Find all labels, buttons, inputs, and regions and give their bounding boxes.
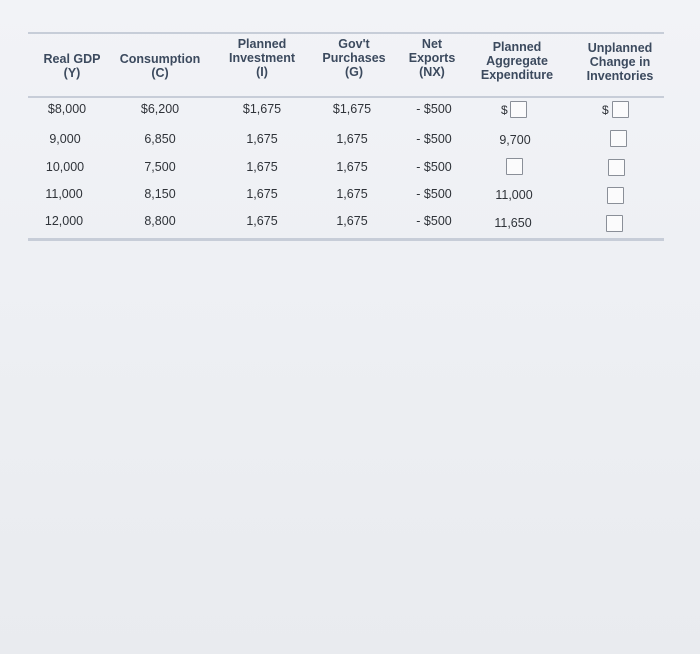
cell-gdp: $8,000 (47, 102, 87, 116)
header-net-exports (409, 37, 456, 79)
cell-investment: 1,675 (246, 132, 278, 146)
cell-gov: 1,675 (336, 160, 368, 174)
header-line: Inventories (586, 69, 654, 83)
answer-input-inventory-row5[interactable] (606, 215, 623, 232)
header-line: Exports (408, 51, 456, 65)
header-line: (Y) (63, 66, 81, 80)
header-line: Real GDP (43, 52, 101, 66)
cell-pae: 9,700 (499, 133, 531, 147)
header-line: (NX) (419, 65, 445, 79)
cell-net-exports: - $500 (416, 214, 452, 228)
header-line: (G) (344, 65, 364, 79)
cell-investment: $1,675 (242, 102, 282, 116)
cell-consumption: 8,800 (144, 214, 176, 228)
answer-input-pae-row3[interactable] (506, 158, 523, 175)
cell-consumption: $6,200 (140, 102, 180, 116)
header-real-gdp (44, 52, 101, 80)
answer-input-pae-row1[interactable] (510, 101, 527, 118)
header-planned-investment (229, 37, 295, 79)
header-line: Purchases (322, 51, 386, 65)
cell-consumption: 7,500 (144, 160, 176, 174)
header-consumption (120, 52, 201, 80)
cell-gdp: 11,000 (45, 187, 83, 201)
header-line: Aggregate (486, 54, 548, 68)
cell-consumption: 8,150 (144, 187, 176, 201)
header-line: Planned (492, 40, 542, 54)
header-line: Consumption (119, 52, 201, 66)
cell-gov: 1,675 (336, 132, 368, 146)
header-line: Investment (229, 51, 295, 65)
cell-net-exports: - $500 (416, 132, 452, 146)
header-bottom-rule (28, 96, 664, 98)
answer-input-inventory-row4[interactable] (607, 187, 624, 204)
header-line: Expenditure (480, 68, 554, 82)
header-line: (C) (151, 66, 169, 80)
header-line: Unplanned (587, 41, 653, 55)
cell-consumption: 6,850 (144, 132, 176, 146)
answer-input-inventory-row2[interactable] (610, 130, 627, 147)
cell-pae: 11,650 (494, 216, 532, 230)
cell-gov: 1,675 (336, 214, 368, 228)
table-top-rule (28, 32, 664, 34)
cell-investment: 1,675 (246, 187, 278, 201)
answer-input-inventory-row1[interactable] (612, 101, 629, 118)
dollar-sign: $ (602, 103, 609, 117)
table-bottom-rule (28, 238, 664, 241)
answer-input-inventory-row3[interactable] (608, 159, 625, 176)
header-unplanned-change-inventories (587, 41, 654, 83)
cell-gov: $1,675 (332, 102, 372, 116)
cell-net-exports: - $500 (416, 160, 452, 174)
header-line: Gov't (338, 37, 370, 51)
cell-gdp: 9,000 (49, 132, 81, 146)
header-line: Change in (589, 55, 651, 69)
cell-gov: 1,675 (336, 187, 368, 201)
header-line: (I) (256, 65, 268, 79)
cell-net-exports: - $500 (416, 187, 452, 201)
header-line: Net (421, 37, 443, 51)
header-line: Planned (237, 37, 287, 51)
cell-gdp: 10,000 (45, 160, 85, 174)
header-planned-aggregate-expenditure (481, 40, 553, 82)
cell-gdp: 12,000 (44, 214, 84, 228)
cell-investment: 1,675 (246, 160, 278, 174)
cell-pae: 11,000 (495, 188, 533, 202)
dollar-sign: $ (501, 103, 508, 117)
cell-net-exports: - $500 (416, 102, 452, 116)
cell-investment: 1,675 (246, 214, 278, 228)
header-gov-purchases (322, 37, 385, 79)
